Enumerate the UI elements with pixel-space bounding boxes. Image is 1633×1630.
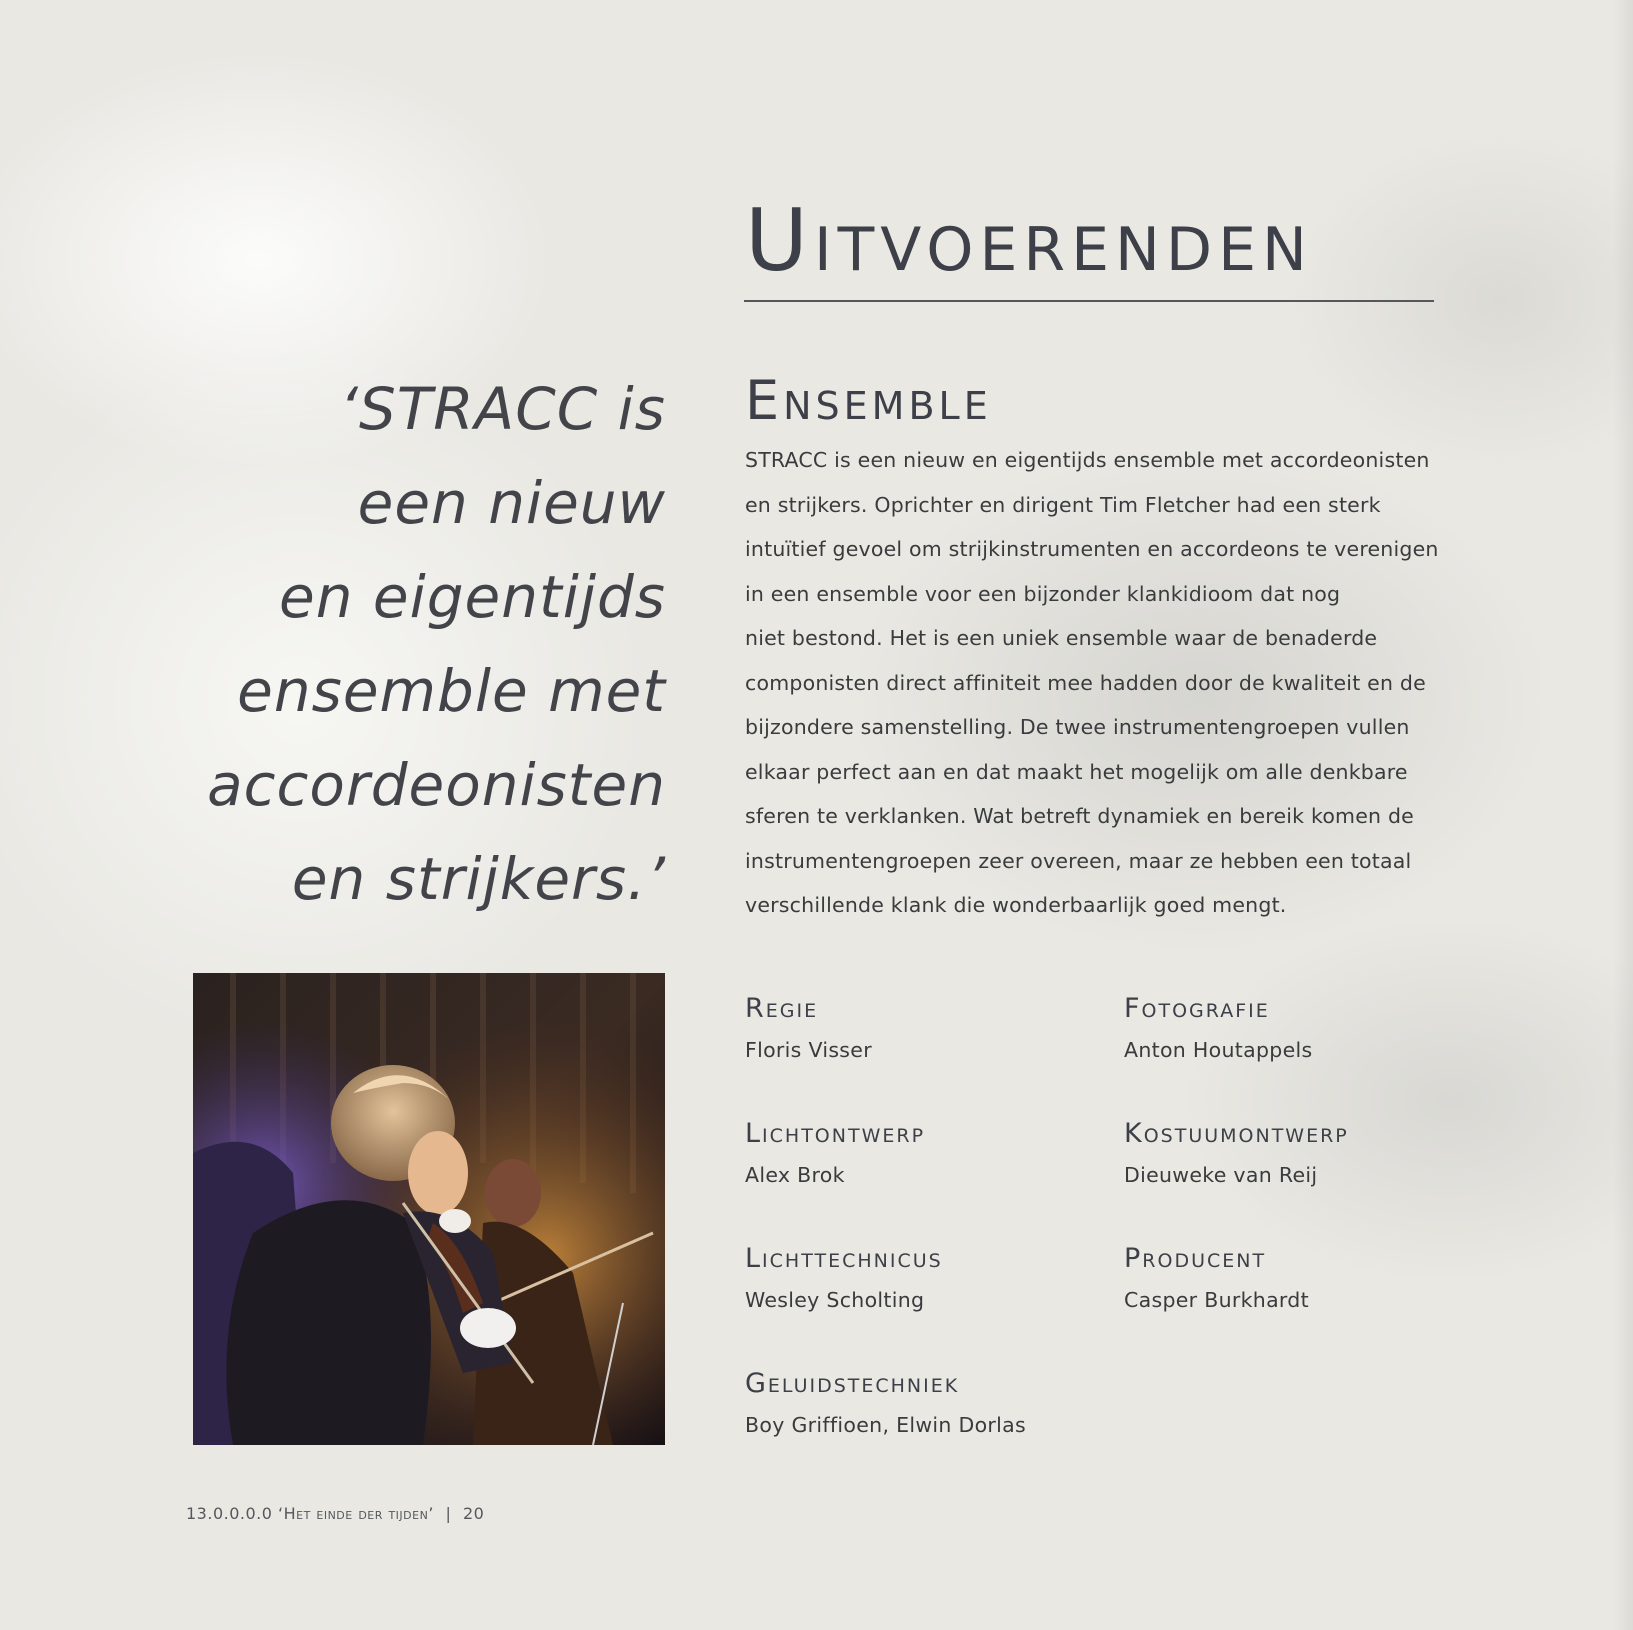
credit-role: Geluidstechniek: [745, 1368, 960, 1399]
quote-line: en eigentijds: [279, 563, 666, 631]
body-line: verschillende klank die wonderbaarlijk goed mengt.: [745, 893, 1287, 917]
credit-role: Lichtontwerp: [745, 1118, 926, 1149]
credit-producent: [1124, 1245, 1309, 1312]
credit-geluidstechniek: [745, 1370, 1026, 1437]
body-line: en strijkers. Oprichter en dirigent Tim Fletcher had een sterk: [745, 492, 1381, 517]
footer-code: 13.0.0.0.0: [186, 1504, 273, 1523]
footer-separator: |: [445, 1504, 452, 1523]
credit-role: Producent: [1124, 1243, 1267, 1274]
credit-name: Wesley Scholting: [745, 1288, 925, 1312]
quote-line: een nieuw: [357, 469, 666, 537]
title-underline: [744, 300, 1434, 302]
pull-quote: [200, 362, 666, 926]
credit-role: Fotografie: [1124, 993, 1270, 1024]
quote-line: accordeonisten: [207, 751, 666, 819]
credit-regie: [745, 995, 872, 1062]
credit-role: Lichttechnicus: [745, 1243, 943, 1274]
body-line: bijzondere samenstelling. De twee instrumentengroepen vullen: [745, 715, 1410, 739]
body-line: niet bestond. Het is een uniek ensemble waar de benaderde: [745, 626, 1378, 650]
body-line: intuïtief gevoel om strijkinstrumenten en accordeons te verenigen: [745, 537, 1439, 561]
quote-line: en strijkers.’: [291, 845, 666, 913]
credit-kostuumontwerp: [1124, 1120, 1349, 1187]
credit-name: Casper Burkhardt: [1124, 1288, 1309, 1312]
section-title: Ensemble: [745, 369, 992, 432]
section-body: [745, 438, 1439, 928]
credit-name: Alex Brok: [745, 1163, 845, 1187]
credit-lichttechnicus: [745, 1245, 943, 1312]
credit-fotografie: [1124, 995, 1312, 1062]
quote-line: ‘STRACC is: [339, 375, 666, 443]
body-line: in een ensemble voor een bijzonder klankidioom dat nog: [745, 581, 1341, 606]
page-title: Uitvoerenden: [745, 191, 1313, 291]
body-line: sferen te verklanken. Wat betreft dynamiek en bereik komen de: [745, 804, 1414, 828]
body-line: componisten direct affiniteit mee hadden door de kwaliteit en de: [745, 670, 1426, 695]
page-footer: [186, 1504, 484, 1523]
performer-photo: [193, 973, 665, 1445]
body-line: elkaar perfect aan en dat maakt het mogelijk om alle denkbare: [745, 759, 1408, 784]
body-line: STRACC is een nieuw en eigentijds ensemble met accordeonisten: [745, 448, 1430, 472]
credit-name: Floris Visser: [745, 1038, 872, 1062]
page-edge-shadow: [1613, 0, 1633, 1630]
credit-name: Anton Houtappels: [1124, 1038, 1313, 1062]
credit-lichtontwerp: [745, 1120, 925, 1187]
credit-role: Kostuumontwerp: [1124, 1118, 1349, 1149]
quote-line: ensemble met: [237, 657, 666, 725]
violinist-illustration: [193, 973, 665, 1445]
credit-name: Dieuweke van Reij: [1124, 1163, 1318, 1187]
credit-name: Boy Griffioen, Elwin Dorlas: [745, 1413, 1026, 1437]
page-number: 20: [463, 1504, 485, 1523]
credit-role: Regie: [745, 993, 819, 1024]
footer-title: ‘Het einde der tijden’: [278, 1504, 434, 1523]
body-line: instrumentengroepen zeer overeen, maar ze hebben een totaal: [745, 848, 1412, 873]
